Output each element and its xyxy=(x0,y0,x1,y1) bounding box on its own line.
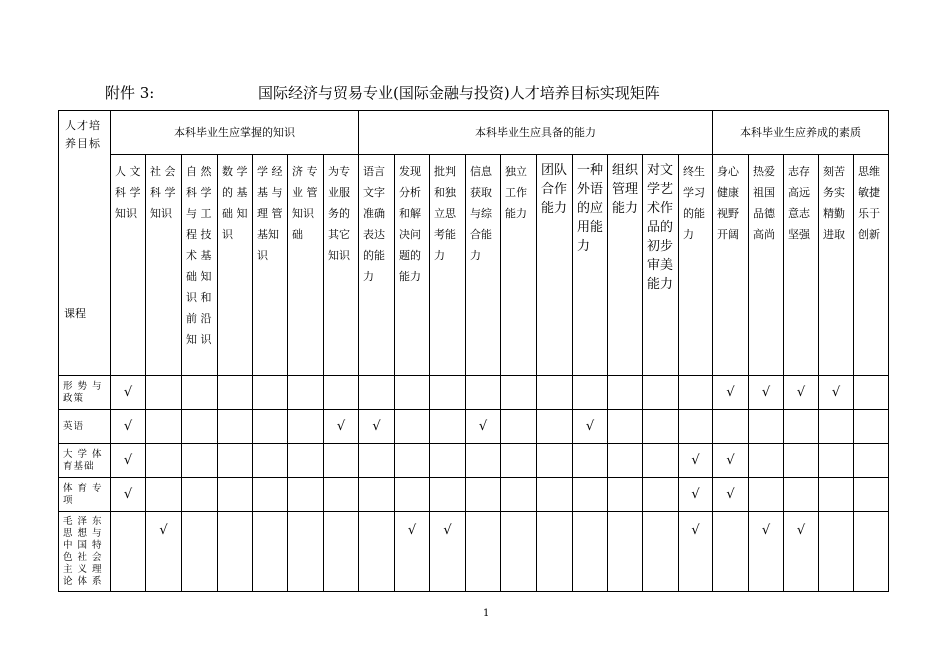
mark-cell xyxy=(359,376,395,410)
corner-cell xyxy=(59,111,111,376)
mark-cell xyxy=(359,478,395,512)
mark-cell: √ xyxy=(679,444,713,478)
mark-cell: √ xyxy=(111,410,146,444)
mark-cell xyxy=(537,376,573,410)
mark-cell xyxy=(854,376,889,410)
mark-cell xyxy=(643,376,679,410)
mark-cell: √ xyxy=(111,478,146,512)
column-header: 发现分析和解决问题的能力 xyxy=(395,155,430,376)
mark-cell xyxy=(395,478,430,512)
mark-cell xyxy=(854,478,889,512)
mark-cell xyxy=(819,410,854,444)
mark-cell: √ xyxy=(359,410,395,444)
mark-cell xyxy=(253,478,288,512)
mark-cell xyxy=(608,478,643,512)
column-header: 热爱祖国品德高尚 xyxy=(749,155,784,376)
mark-cell xyxy=(819,512,854,592)
mark-cell: √ xyxy=(466,410,501,444)
column-header: 济 专业 管 知识 础 xyxy=(288,155,324,376)
mark-cell xyxy=(359,512,395,592)
mark-cell xyxy=(501,376,537,410)
mark-cell xyxy=(324,512,359,592)
mark-cell xyxy=(146,478,182,512)
mark-cell: √ xyxy=(784,376,819,410)
column-header: 刻苦务实精勤进取 xyxy=(819,155,854,376)
column-header: 独立工作能力 xyxy=(501,155,537,376)
mark-cell xyxy=(395,376,430,410)
mark-cell: √ xyxy=(146,512,182,592)
mark-cell: √ xyxy=(819,376,854,410)
group-knowledge: 本科毕业生应掌握的知识 xyxy=(111,111,359,155)
table-row xyxy=(59,478,889,512)
mark-cell xyxy=(288,478,324,512)
mark-cell xyxy=(182,376,218,410)
mark-cell xyxy=(430,444,466,478)
column-header: 对文学艺术作品的初步审美能力 xyxy=(643,155,679,376)
mark-cell xyxy=(501,512,537,592)
matrix-table xyxy=(58,110,889,592)
mark-cell: √ xyxy=(749,512,784,592)
mark-cell xyxy=(430,410,466,444)
mark-cell xyxy=(324,478,359,512)
mark-cell xyxy=(713,512,749,592)
column-header: 社 会科 学知识 xyxy=(146,155,182,376)
mark-cell xyxy=(679,376,713,410)
mark-cell xyxy=(573,478,608,512)
mark-cell: √ xyxy=(324,410,359,444)
mark-cell xyxy=(146,410,182,444)
table-row xyxy=(59,410,889,444)
mark-cell xyxy=(218,376,253,410)
mark-cell: √ xyxy=(749,376,784,410)
column-header: 团队合作能力 xyxy=(537,155,573,376)
mark-cell xyxy=(573,376,608,410)
mark-cell xyxy=(182,444,218,478)
column-header: 一种外语的应用能力 xyxy=(573,155,608,376)
column-header: 身心健康视野开阔 xyxy=(713,155,749,376)
mark-cell xyxy=(111,512,146,592)
mark-cell xyxy=(501,410,537,444)
mark-cell xyxy=(643,410,679,444)
attachment-label: 附件 3: xyxy=(105,84,155,102)
mark-cell xyxy=(253,410,288,444)
document-title: 国际经济与贸易专业(国际金融与投资)人才培养目标实现矩阵 xyxy=(258,84,660,102)
mark-cell xyxy=(324,376,359,410)
mark-cell: √ xyxy=(430,512,466,592)
mark-cell xyxy=(501,478,537,512)
mark-cell xyxy=(784,444,819,478)
corner-top-label: 人才培养目标 xyxy=(65,119,101,150)
mark-cell: √ xyxy=(679,478,713,512)
mark-cell xyxy=(218,478,253,512)
mark-cell xyxy=(573,444,608,478)
mark-cell xyxy=(395,444,430,478)
mark-cell xyxy=(466,478,501,512)
column-header: 组织管理能力 xyxy=(608,155,643,376)
mark-cell: √ xyxy=(573,410,608,444)
column-header: 学 经基 与理 管 基知识 xyxy=(253,155,288,376)
column-header: 思维敏捷乐于创新 xyxy=(854,155,889,376)
mark-cell xyxy=(784,410,819,444)
mark-cell xyxy=(218,410,253,444)
course-name: 毛 泽 东 思 想 与 中 国 特 色 社 会 主 义 理 论 体 系 xyxy=(59,512,111,592)
column-header: 信息获取与综合能力 xyxy=(466,155,501,376)
mark-cell xyxy=(537,410,573,444)
mark-cell xyxy=(573,512,608,592)
mark-cell: √ xyxy=(713,376,749,410)
mark-cell: √ xyxy=(111,444,146,478)
mark-cell xyxy=(182,478,218,512)
mark-cell xyxy=(501,444,537,478)
mark-cell xyxy=(608,410,643,444)
course-name: 体 育 专 项 xyxy=(59,478,111,512)
mark-cell xyxy=(713,410,749,444)
mark-cell xyxy=(854,410,889,444)
mark-cell xyxy=(608,444,643,478)
mark-cell: √ xyxy=(713,478,749,512)
course-name: 英语 xyxy=(59,410,111,444)
mark-cell xyxy=(643,512,679,592)
mark-cell xyxy=(182,512,218,592)
mark-cell xyxy=(749,444,784,478)
page-number: 1 xyxy=(483,608,490,619)
mark-cell xyxy=(253,444,288,478)
mark-cell xyxy=(537,444,573,478)
mark-cell xyxy=(288,444,324,478)
mark-cell xyxy=(288,512,324,592)
mark-cell xyxy=(253,512,288,592)
column-header: 数 学的 基础 知识 xyxy=(218,155,253,376)
mark-cell xyxy=(854,444,889,478)
mark-cell xyxy=(679,410,713,444)
mark-cell xyxy=(218,444,253,478)
group-qualities: 本科毕业生应养成的素质 xyxy=(713,111,889,155)
course-name: 大 学 体 育基础 xyxy=(59,444,111,478)
mark-cell: √ xyxy=(111,376,146,410)
table-row xyxy=(59,512,889,592)
mark-cell xyxy=(643,444,679,478)
column-header: 为专业服务的其它知识 xyxy=(324,155,359,376)
mark-cell xyxy=(784,478,819,512)
mark-cell xyxy=(608,512,643,592)
table-row xyxy=(59,444,889,478)
mark-cell xyxy=(643,478,679,512)
mark-cell xyxy=(749,410,784,444)
column-header: 志存高远意志坚强 xyxy=(784,155,819,376)
column-header: 自 然科 学与 工程 技术 基础 知识 和前 沿知 识 xyxy=(182,155,218,376)
mark-cell xyxy=(819,478,854,512)
mark-cell: √ xyxy=(713,444,749,478)
column-header: 批判和独立思考能力 xyxy=(430,155,466,376)
mark-cell xyxy=(466,376,501,410)
mark-cell xyxy=(537,512,573,592)
group-abilities: 本科毕业生应具备的能力 xyxy=(359,111,713,155)
mark-cell xyxy=(288,376,324,410)
column-header: 人 文科 学知识 xyxy=(111,155,146,376)
mark-cell xyxy=(395,410,430,444)
mark-cell: √ xyxy=(395,512,430,592)
column-header: 语言文字准确表达的能力 xyxy=(359,155,395,376)
mark-cell xyxy=(146,376,182,410)
mark-cell xyxy=(218,512,253,592)
mark-cell xyxy=(537,478,573,512)
mark-cell xyxy=(288,410,324,444)
column-header: 终生学习的能力 xyxy=(679,155,713,376)
mark-cell xyxy=(749,478,784,512)
corner-bottom-label: 课程 xyxy=(64,307,86,320)
mark-cell xyxy=(324,444,359,478)
mark-cell xyxy=(253,376,288,410)
mark-cell xyxy=(466,512,501,592)
mark-cell xyxy=(182,410,218,444)
course-name: 形 势 与 政策 xyxy=(59,376,111,410)
mark-cell xyxy=(466,444,501,478)
mark-cell: √ xyxy=(679,512,713,592)
mark-cell xyxy=(854,512,889,592)
mark-cell xyxy=(430,376,466,410)
mark-cell xyxy=(819,444,854,478)
mark-cell xyxy=(359,444,395,478)
mark-cell: √ xyxy=(784,512,819,592)
mark-cell xyxy=(146,444,182,478)
table-row xyxy=(59,376,889,410)
mark-cell xyxy=(430,478,466,512)
mark-cell xyxy=(608,376,643,410)
